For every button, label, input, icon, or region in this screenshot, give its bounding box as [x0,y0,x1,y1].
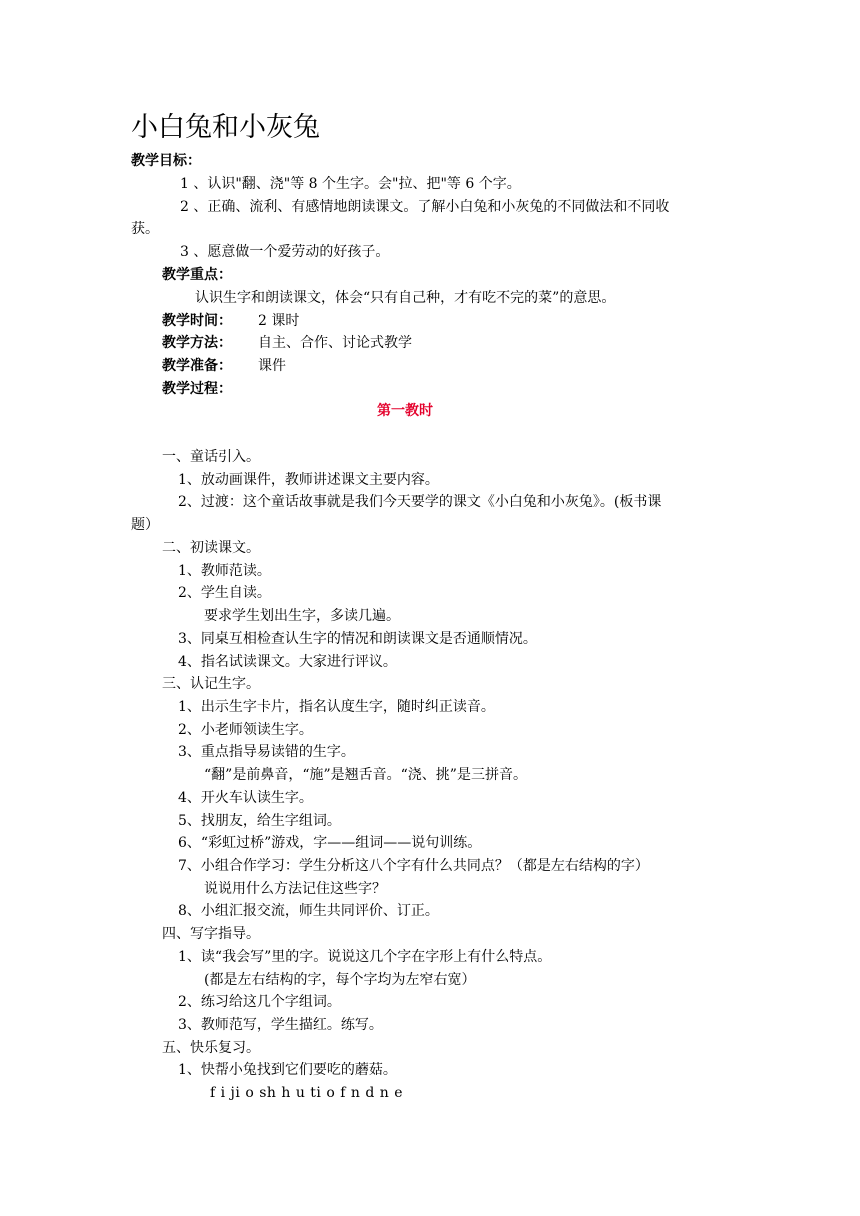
time-value: 2 课时 [258,313,300,329]
list-item: 3、同桌互相检查认生字的情况和朗读课文是否通顺情况。 [178,631,537,647]
list-item: 7、小组合作学习：学生分析这八个字有什么共同点？（都是左右结构的字） [178,858,649,874]
list-item-note: “翻”是前鼻音，“施”是翘舌音。“浇、挑”是三拼音。 [204,767,527,783]
list-item: 6、“彩虹过桥”游戏，字——组词——说句训练。 [178,835,482,851]
prep-label: 教学准备： [162,358,232,374]
list-item: 3、教师范写，学生描红。练写。 [178,1017,383,1033]
goal-3: 3 、愿意做一个爱劳动的好孩子。 [180,244,390,260]
list-item: 1、快帮小兔找到它们要吃的蘑菇。 [178,1062,397,1078]
list-item: 1、放动画课件，教师讲述课文主要内容。 [178,472,439,488]
prep-value: 课件 [258,358,286,374]
goal-2-line-1: 2 、正确、流利、有感情地朗读课文。了解小白兔和小灰兔的不同做法和不同收 [180,199,670,215]
goal-1: 1 、认识"翻、浇"等 8 个生字。会"拉、把"等 6 个字。 [180,176,521,192]
goal-2-line-2: 获。 [131,221,159,237]
time-label: 教学时间： [162,313,232,329]
section-heading: 五、快乐复习。 [162,1040,260,1056]
list-item: 4、指名试读课文。大家进行评议。 [178,654,397,670]
list-item: 2、小老师领读生字。 [178,722,313,738]
list-item: 4、开火车认读生字。 [178,790,313,806]
list-item: 3、重点指导易读错的生字。 [178,744,355,760]
list-item-continuation: 题） [131,517,159,533]
section-title: 第一教时 [377,403,433,419]
process-label: 教学过程： [162,381,232,397]
section-heading: 一、童话引入。 [162,449,260,465]
section-heading: 三、认记生字。 [162,676,260,692]
list-item: 2、过渡：这个童话故事就是我们今天要学的课文《小白兔和小灰兔》。(板书课 [178,494,662,510]
section-heading: 二、初读课文。 [162,540,260,556]
list-item-note: 要求学生划出生字，多读几遍。 [204,608,400,624]
list-item: 1、教师范读。 [178,563,271,579]
list-item: 2、学生自读。 [178,585,271,601]
pinyin-line: f i ji o sh h u ti o f n d n e [210,1085,403,1101]
page-title: 小白兔和小灰兔 [131,112,320,143]
key-text: 认识生字和朗读课文，体会“只有自己种，才有吃不完的菜”的意思。 [195,290,616,306]
method-value: 自主、合作、讨论式教学 [258,335,412,351]
list-item: 1、读“我会写”里的字。说说这几个字在字形上有什么特点。 [178,949,552,965]
goals-heading: 教学目标： [131,153,201,169]
list-item-note: 说说用什么方法记住这些字？ [204,881,386,897]
method-label: 教学方法： [162,335,232,351]
key-heading: 教学重点： [162,267,232,283]
list-item: 8、小组汇报交流，师生共同评价、订正。 [178,903,439,919]
list-item: 1、出示生字卡片，指名认度生字，随时纠正读音。 [178,699,495,715]
list-item: 5、找朋友，给生字组词。 [178,813,341,829]
list-item: 2、练习给这几个字组词。 [178,994,341,1010]
list-item-note: (都是左右结构的字，每个字均为左窄右宽） [204,972,476,988]
section-heading: 四、写字指导。 [162,926,260,942]
